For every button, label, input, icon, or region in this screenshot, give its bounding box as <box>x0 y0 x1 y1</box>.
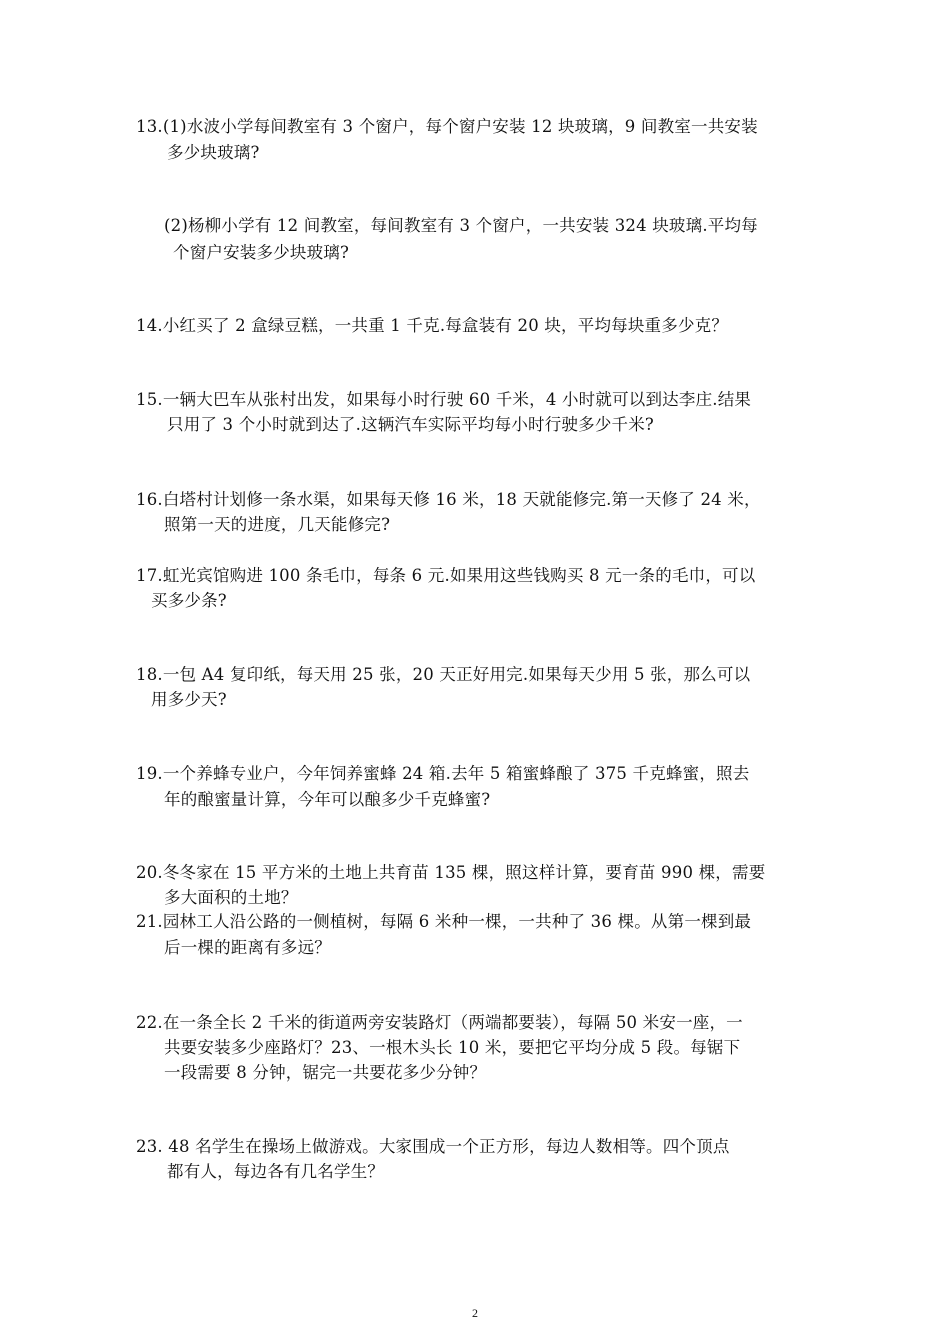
problem-21-line-1: 21.园林工人沿公路的一侧植树，每隔 6 米种一棵，一共种了 36 棵。从第一棵到最 <box>136 912 752 931</box>
problem-15-line-1: 15.一辆大巴车从张村出发，如果每小时行驶 60 千米，4 小时就可以到达李庄.结果 <box>136 390 752 409</box>
problem-15-line-2: 只用了 3 个小时就到达了.这辆汽车实际平均每小时行驶多少千米? <box>167 415 654 434</box>
problem-17-line-1: 17.虹光宾馆购进 100 条毛巾，每条 6 元.如果用这些钱购买 8 元一条的毛巾，可以 <box>136 566 756 585</box>
problem-23-line-2: 都有人，每边各有几名学生？ <box>167 1162 385 1181</box>
problem-22-line-3: 一段需要 8 分钟，锯完一共要花多少分钟？ <box>164 1063 487 1082</box>
problem-22-line-2: 共要安装多少座路灯？23、一根木头长 10 米，要把它平均分成 5 段。每锯下 <box>164 1038 741 1057</box>
problem-20-line-2: 多大面积的土地？ <box>164 888 298 907</box>
problem-13-1-line-2: 多少块玻璃? <box>167 143 260 162</box>
problem-18-line-2: 用多少天? <box>151 690 227 709</box>
problem-20-line-1: 20.冬冬家在 15 平方米的土地上共育苗 135 棵，照这样计算，要育苗 990 棵，需要 <box>136 863 766 882</box>
problem-21-line-2: 后一棵的距离有多远？ <box>164 938 331 957</box>
problem-19-line-2: 年的酿蜜量计算，今年可以酿多少千克蜂蜜? <box>164 790 491 809</box>
problem-13-1-line-1: 13.(1)水波小学每间教室有 3 个窗户，每个窗户安装 12 块玻璃，9 间教室一共安装 <box>136 117 758 136</box>
problem-13-2-line-2: 个窗户安装多少块玻璃? <box>173 243 350 262</box>
problem-16-line-2: 照第一天的进度，几天能修完? <box>164 515 391 534</box>
problem-22-line-1: 22.在一条全长 2 千米的街道两旁安装路灯（两端都要装），每隔 50 米安一座，一 <box>136 1013 743 1032</box>
page-number: 2 <box>472 1306 478 1320</box>
problem-16-line-1: 16.白塔村计划修一条水渠，如果每天修 16 米，18 天就能修完.第一天修了 24 米， <box>136 490 761 509</box>
problem-13-2-line-1: (2)杨柳小学有 12 间教室，每间教室有 3 个窗户，一共安装 324 块玻璃.平均每 <box>164 216 758 235</box>
problem-19-line-1: 19.一个养蜂专业户，今年饲养蜜蜂 24 箱.去年 5 箱蜜蜂酿了 375 千克蜂蜜，照去 <box>136 764 750 783</box>
problem-17-line-2: 买多少条? <box>151 591 227 610</box>
problem-18-line-1: 18.一包 A4 复印纸，每天用 25 张，20 天正好用完.如果每天少用 5 张，那么可以 <box>136 665 751 684</box>
problem-23-line-1: 23. 48 名学生在操场上做游戏。大家围成一个正方形，每边人数相等。四个顶点 <box>136 1137 730 1156</box>
problem-14-line-1: 14.小红买了 2 盒绿豆糕，一共重 1 千克.每盒装有 20 块，平均每块重多少克？ <box>136 316 729 335</box>
